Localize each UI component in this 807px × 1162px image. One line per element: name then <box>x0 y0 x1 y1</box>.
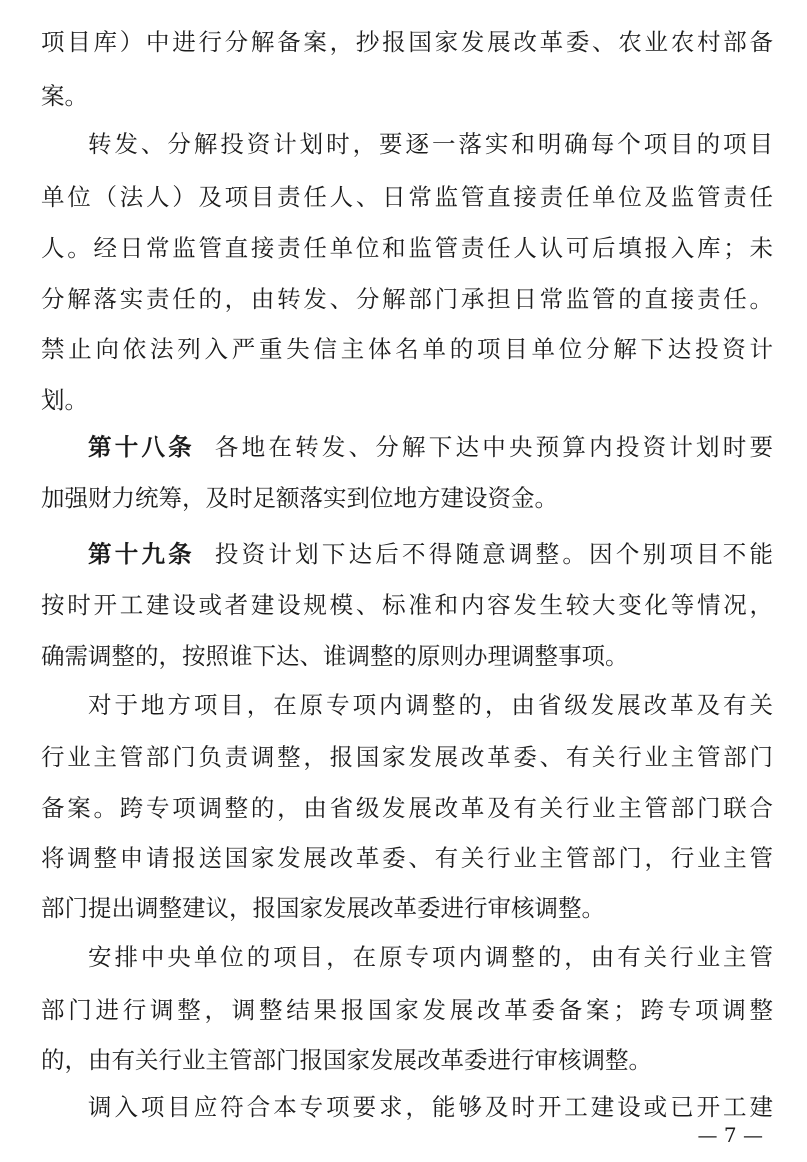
text-line: 调入项目应符合本专项要求，能够及时开工建设或已开工建 <box>88 1093 773 1121</box>
text-line: 分解落实责任的，由转发、分解部门承担日常监管的直接责任。 <box>41 285 773 313</box>
text-line: 将调整申请报送国家发展改革委、有关行业主管部门，行业主管 <box>41 844 773 872</box>
article-18-line <box>88 427 773 467</box>
text-line: 确需调整的，按照谁下达、谁调整的原则办理调整事项。 <box>41 642 629 670</box>
article-19-line <box>88 534 773 574</box>
article-heading: 第十八条 <box>88 433 195 461</box>
text-line: 备案。跨专项调整的，由省级发展改革及有关行业主管部门联合 <box>41 794 773 822</box>
text-line: 部门进行调整，调整结果报国家发展改革委备案；跨专项调整 <box>41 996 773 1024</box>
text-line: 部门提出调整建议，报国家发展改革委进行审核调整。 <box>41 894 605 922</box>
text-line: 对于地方项目，在原专项内调整的，由省级发展改革及有关 <box>88 691 773 719</box>
text-line: 单位（法人）及项目责任人、日常监管直接责任单位及监管责任 <box>41 183 773 211</box>
text-line: 安排中央单位的项目，在原专项内调整的，由有关行业主管 <box>88 943 773 971</box>
article-text: 各地在转发、分解下达中央预算内投资计划时要 <box>214 433 774 461</box>
text-line: 人。经日常监管直接责任单位和监管责任人认可后填报入库；未 <box>41 234 773 262</box>
text-line: 禁止向依法列入严重失信主体名单的项目单位分解下达投资计 <box>41 335 773 363</box>
text-line: 的，由有关行业主管部门报国家发展改革委进行审核调整。 <box>41 1046 652 1074</box>
text-line: 划。 <box>41 386 88 414</box>
text-line: 加强财力统筹，及时足额落实到位地方建设资金。 <box>41 484 558 512</box>
article-text: 投资计划下达后不得随意调整。因个别项目不能 <box>214 540 774 568</box>
page-number: — 7 — <box>697 1123 763 1147</box>
text-line: 案。 <box>41 82 88 110</box>
text-line: 行业主管部门负责调整，报国家发展改革委、有关行业主管部门 <box>41 743 773 771</box>
text-line: 转发、分解投资计划时，要逐一落实和明确每个项目的项目 <box>88 130 773 158</box>
text-line: 按时开工建设或者建设规模、标准和内容发生较大变化等情况， <box>41 591 773 619</box>
article-heading: 第十九条 <box>88 540 195 568</box>
text-line: 项目库）中进行分解备案，抄报国家发展改革委、农业农村部备 <box>41 28 773 56</box>
